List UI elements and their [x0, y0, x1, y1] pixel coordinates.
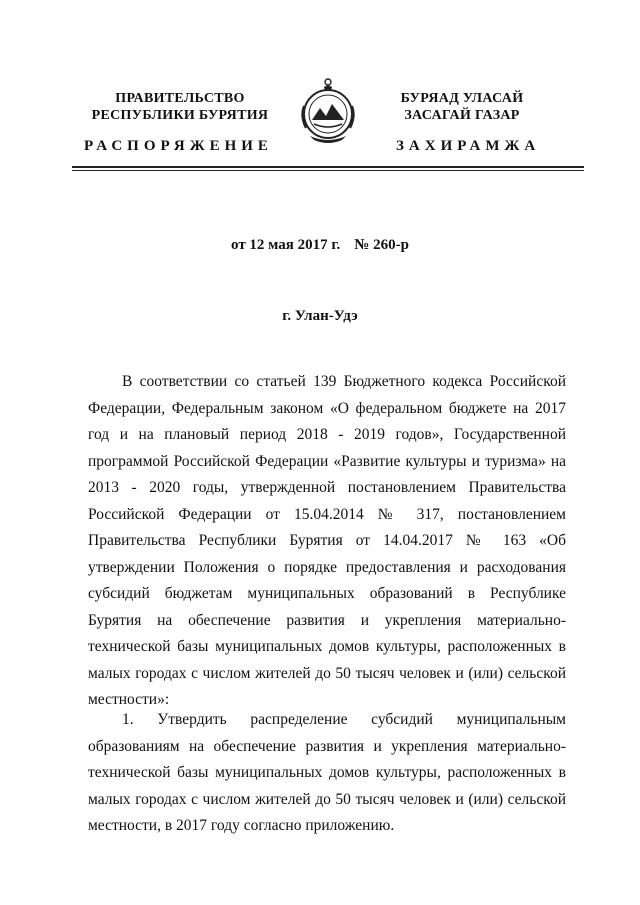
- issuer-line-1: ПРАВИТЕЛЬСТВО: [115, 91, 245, 106]
- issuer-line-2: РЕСПУБЛИКИ БУРЯТИЯ: [91, 108, 269, 123]
- clause-1-paragraph: 1. Утвердить распределение субсидий муниципальным образованиям на обеспечение развития и укрепления материально-технической базы муниципальных домов культуры, расположенных в малых городах с числом жителей до 50 тысяч человек и (или) сельской местности, в 2017 году согласно приложению.: [88, 711, 566, 834]
- header-divider-thin: [72, 170, 584, 171]
- document-date-number: [0, 237, 640, 254]
- document-city: г. Улан-Удэ: [282, 308, 358, 324]
- document-date: от 12 мая 2017 г.: [231, 237, 341, 253]
- document-type-russian: РАСПОРЯЖЕНИЕ: [84, 138, 273, 154]
- issuer-buryat-line-2: ЗАСАГАЙ ГАЗАР: [404, 108, 520, 123]
- preamble-paragraph: В соответствии со статьей 139 Бюджетного кодекса Российской Федерации, Федеральным законом «О федеральном бюджете на 2017 год и на плановый период 2018 - 2019 годов», Государственной программой Российской Федерации «Развитие культуры и туризма» на 2013 - 2020 годы, утвержденной постановлением Правительства Российской Федерации от 15.04.2014 № 317, постановлением Правительства Республики Бурятия от 14.04.2017 № 163 «Об утверждении Положения о порядке предоставления и расходования субсидий бюджетам муниципальных образований в Республике Бурятия на обеспечение развития и укрепления материально-технической базы муниципальных домов культуры, расположенных в малых городах с числом жителей до 50 тысяч человек и (или) сельской местности»:: [88, 373, 566, 708]
- issuer-name-russian: [80, 90, 280, 124]
- header-divider-thick: [72, 166, 584, 168]
- document-number: № 260-р: [354, 237, 409, 253]
- document-type-buryat: ЗАХИРАМЖА: [396, 138, 541, 154]
- republic-of-buryatia-coat-of-arms-icon: [298, 76, 358, 144]
- issuer-buryat-line-1: БУРЯАД УЛАСАЙ: [400, 91, 524, 106]
- issuer-name-buryat: [372, 90, 552, 124]
